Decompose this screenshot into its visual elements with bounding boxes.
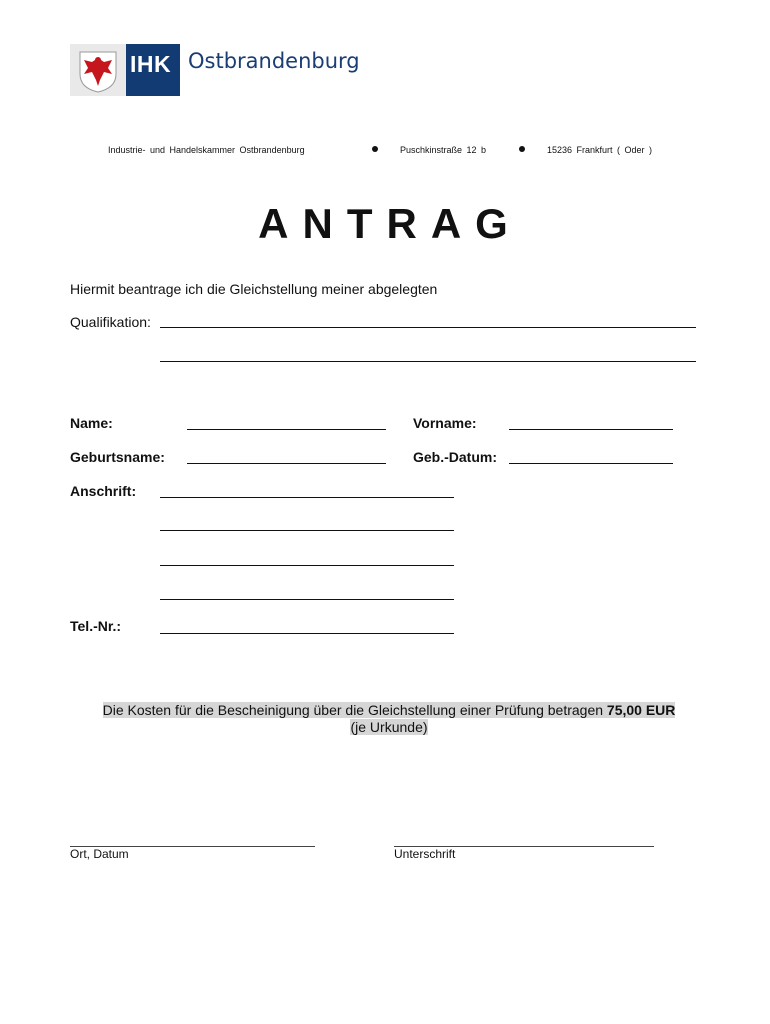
address-city: 15236 Frankfurt ( Oder ) [547,145,653,155]
name-label: Name: [70,415,113,431]
name-field[interactable] [187,429,386,430]
qualification-label: Qualifikation: [70,314,151,330]
eagle-crest-icon [70,44,126,96]
qualification-field-1[interactable] [160,327,696,328]
logo-abbr: IHK [130,51,172,77]
qualification-field-2[interactable] [160,361,696,362]
vorname-label: Vorname: [413,415,477,431]
bullet-icon [519,146,525,152]
cost-notice [70,702,708,736]
geburtsname-field[interactable] [187,463,386,464]
anschrift-label: Anschrift: [70,483,137,499]
cost-amount: 75,00 EUR [606,702,676,718]
tel-label: Tel.-Nr.: [70,618,122,634]
geb-datum-field[interactable] [509,463,673,464]
anschrift-field-4[interactable] [160,599,454,600]
vorname-field[interactable] [509,429,673,430]
cost-note: (je Urkunde) [350,719,428,735]
tel-field[interactable] [160,633,454,634]
anschrift-field-3[interactable] [160,565,454,566]
cost-text: Die Kosten für die Bescheinigung über die Gleichstellung einer Prüfung betragen [102,702,607,718]
ort-datum-label: Ort, Datum [70,847,129,861]
intro-text: Hiermit beantrage ich die Gleichstellung meiner abgelegten [70,281,438,297]
address-org: Industrie- und Handelskammer Ostbrandenburg [108,145,305,155]
logo-name: Ostbrandenburg [188,49,360,73]
bullet-icon [372,146,378,152]
page-title: ANTRAG [258,200,522,247]
geb-datum-label: Geb.-Datum: [413,449,497,465]
unterschrift-label: Unterschrift [394,847,456,861]
anschrift-field-2[interactable] [160,530,454,531]
anschrift-field-1[interactable] [160,497,454,498]
geburtsname-label: Geburtsname: [70,449,165,465]
ihk-logo [70,44,360,96]
address-street: Puschkinstraße 12 b [400,145,487,155]
